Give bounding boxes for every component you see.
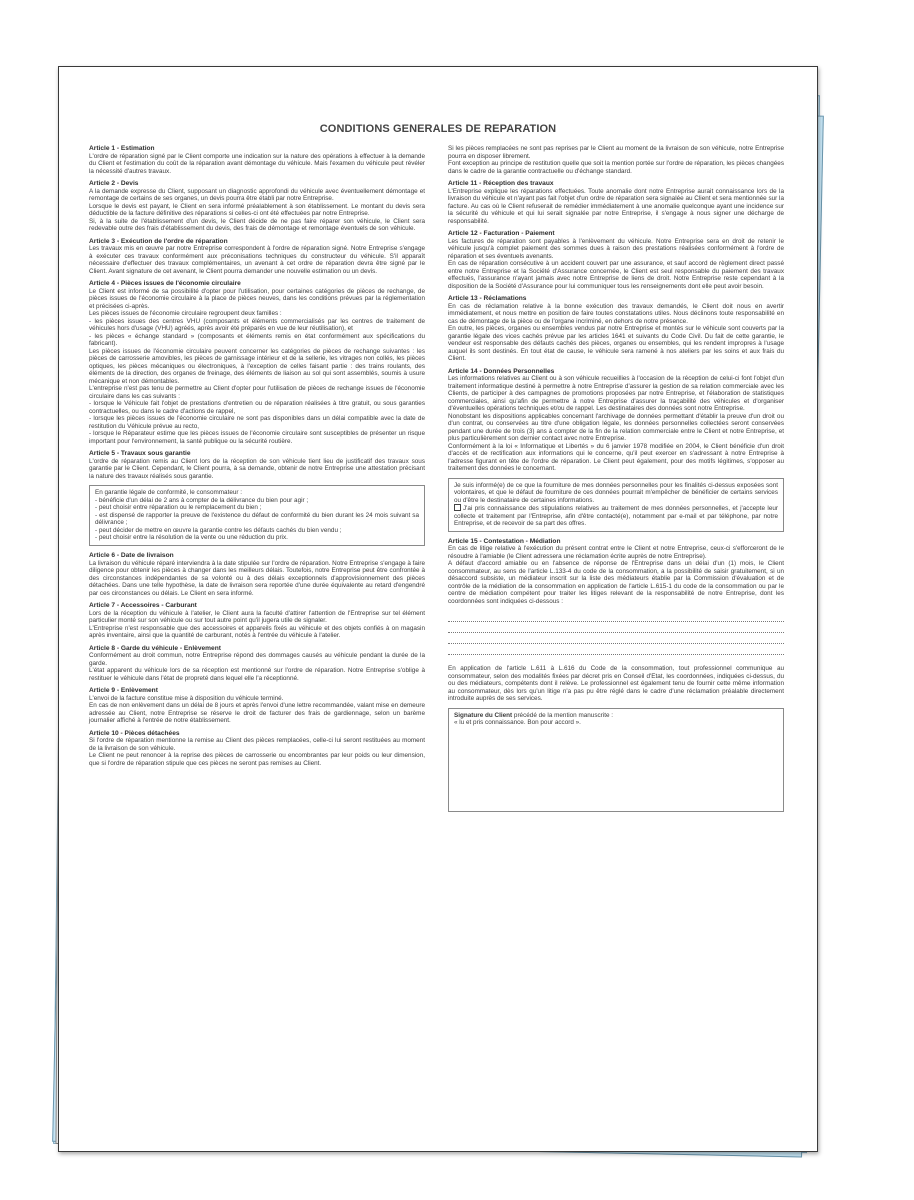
article-paragraph: L'Entreprise explique les réparations effectuées. Toute anomalie dont notre Entreprise aurait connaissance lors de la livraison du véhicule et n'ayant pas fait l'objet d'un ordre de réparation sera signalée au Client et sera mentionnée sur la facture. Au cas où le Client refuserait de remédier immédiatement à une anomalie quelconque ayant une incidence sur la sécurité du véhicule et qui lui serait signalée par notre Entreprise, il s'engage à nous signer une décharge de responsabilité. (448, 187, 784, 225)
article (448, 368, 784, 473)
article-heading: Article 13 - Réclamations (448, 295, 527, 303)
article-heading: Article 14 - Données Personnelles (448, 367, 555, 375)
article-paragraph: La livraison du véhicule réparé interviendra à la date stipulée sur l'ordre de réparation. Notre Entreprise s'engage à faire diligence pour obtenir les pièces à changer dans les meilleurs délais. Toutefois, notre Entreprise peut être confrontée à des circonstances indépendantes de sa volonté ou à des délais exceptionnels d'approvisionnement des pièces détachées. Dans une telle hypothèse, la date de livraison sera reportée d'une durée équivalente au retard d'engendré par ces circonstances ou délais. Le Client en sera informé. (89, 559, 426, 597)
left-column (89, 145, 425, 772)
article-paragraph: L'état apparent du véhicule lors de sa réception est mentionné sur l'ordre de réparation. Notre Entreprise s'oblige à restituer le véhicule dans l'état de propreté dans lequel elle l'a réceptionné. (89, 667, 425, 682)
consent-checkbox[interactable] (454, 504, 461, 511)
article (89, 687, 425, 725)
article (89, 602, 425, 640)
guarantee-line: - bénéficie d'un délai de 2 ans à compter de la délivrance du bien pour agir ; (95, 496, 309, 504)
signature-mention: « lu et pris connaissance. Bon pour accord ». (454, 719, 581, 727)
mediation-note (448, 665, 784, 703)
article (448, 180, 784, 225)
article-paragraph: A la demande expresse du Client, supposant un diagnostic approfondi du véhicule avec éventuellement démontage et remontage de certains de ses organes, un devis pourra être établi par notre Entreprise. (89, 187, 425, 203)
article-paragraph: - les pièces « échange standard » (composants et éléments remis en état conformément aux spécifications du fabricant). (89, 332, 425, 348)
article-heading: Article 1 - Estimation (89, 145, 155, 152)
article (89, 145, 425, 175)
signature-box[interactable] (448, 708, 784, 812)
article-paragraph: L'envoi de la facture constitue mise à disposition du véhicule terminé. (89, 694, 284, 702)
article-paragraph: Nonobstant les dispositions applicables concernant l'archivage de données permettant d'établir la preuve d'un droit ou d'un contrat, ou conservées au titre d'une obligation légale, les données personnelles collectées seront conservées pendant une durée de trois (3) ans à compter de la fin de la relation commerciale entre le Client et notre Entreprise, et plus particulièrement son dernier contact avec notre Entreprise. (448, 412, 784, 443)
article-heading: Article 2 - Devis (89, 180, 139, 188)
article-heading: Article 11 - Réception des travaux (448, 180, 554, 187)
article-heading: Article 3 - Exécution de l'ordre de réparation (89, 237, 228, 245)
article-15 (448, 538, 784, 606)
guarantee-line: - est dispensé de rapporter la preuve de l'existence du défaut de conformité du bien durant les 24 mois suivant sa délivrance ; (95, 511, 419, 527)
article-paragraph: Les informations relatives au Client ou à son véhicule recueillies à l'occasion de la réception de celui-ci font l'objet d'un traitement informatique destiné à permettre à notre Entreprise d'assurer la gestion de sa relation commerciale avec les Clients, de participer à des campagnes de promotions proposées par notre Entreprise, et l'élaboration de statistiques commerciales, ainsi qu'afin de permettre à notre Entreprise d'assurer la traçabilité des véhicules et d'organiser d'éventuelles opérations techniques et/ou de rappel. Les destinataires des données sont notre Entreprise. (448, 375, 784, 413)
article-heading: Article 10 - Pièces détachées (89, 729, 180, 737)
article-heading: Article 5 - Travaux sous garantie (89, 450, 191, 458)
signature-label (454, 712, 778, 720)
article (448, 230, 784, 290)
mediation-note-text: En application de l'article L.611 à L.616 du Code de la consommation, tout professionnel communique au consommateur, selon des modalités fixées par décret pris en Conseil d'Etat, les coordonnées, indiquées ci-dessus, du ou des médiateurs, compétents dont il relève. Le professionnel est également tenu de fournir cette même information au consommateur, dès lors qu'un litige n'a pas pu être réglé dans le cadre d'une réclamation préalable directement introduite auprès de ses services. (448, 665, 784, 703)
article-paragraph: Lors de la réception du véhicule à l'atelier, le Client aura la faculté d'attirer l'attention de l'Entreprise sur tel élément particulier monté sur son véhicule ou sur tout autre point qu'il jugera utile de signaler. (89, 609, 425, 625)
guarantee-line: En garantie légale de conformité, le consommateur : (95, 489, 243, 497)
guarantee-line: - peut choisir entre réparation ou le remplacement du bien ; (95, 504, 262, 512)
article-paragraph: Conformément à la loi « Informatique et Libertés » du 6 janvier 1978 modifiée en 2004, le Client bénéficie d'un droit d'accès et de rectification aux informations qui le concerne, qu'il peut exercer en s'adressant à notre Entreprise à l'adresse figurant en tête de l'ordre de réparation. Le Client peut également, pour des motifs légitimes, s'opposer au traitement des données le concernant. (448, 442, 784, 473)
article (89, 450, 425, 480)
article-heading: Article 7 - Accessoires - Carburant (89, 602, 197, 610)
article-paragraph: L'entreprise n'est pas tenu de permettre au Client d'opter pour l'utilisation de pièces de rechange issues de l'économie circulaire dans les cas suivants : (89, 385, 425, 400)
article-paragraph: - lorsque le Réparateur estime que les pièces issues de l'économie circulaire sont susceptibles de présenter un risque important pour l'environnement, la santé publique ou la sécurité routière. (89, 430, 425, 445)
signature-title: Signature du Client (454, 711, 513, 719)
article-paragraph: Le Client est informé de sa possibilité d'opter pour l'utilisation, pour certaines catégories de pièces de rechange, de pièces issues de l'économie circulaire à la place de pièces neuves, dans les conditions prévues par la réglementation et précisées ci-après. (89, 287, 425, 310)
article-paragraph: Lorsque le devis est payant, le Client en sera informé préalablement à son établissement. Le montant du devis sera déductible de la facture définitive des réparations si celles-ci ont été effectuées par notre Entreprise. (89, 202, 425, 218)
article-heading: Article 9 - Enlèvement (89, 687, 158, 695)
article-heading: Article 6 - Date de livraison (89, 551, 174, 559)
consent-checkbox-line (454, 504, 778, 528)
mediator-line[interactable] (448, 611, 784, 622)
article (89, 645, 425, 683)
mediator-line[interactable] (448, 633, 784, 644)
article-paragraph: - les pièces issues des centres VHU (composants et éléments commercialisés par les centres de traitement de véhicules hors d'usage (VHU) agréés, après avoir été préparés en vue de leur réutilisation), et (89, 317, 425, 333)
article-paragraph: Les pièces issues de l'économie circulaire peuvent concerner les catégories de pièces de rechange suivantes : les pièces de carrosserie amovibles, les pièces de garnissage intérieur et de la sellerie, les vitrages non collés, les pièces optiques, les pièces mécaniques ou électroniques, à l'exception de celles faisant partie : des trains roulants, des éléments de la direction, des organes de freinage, des éléments de liaison au sol qui sont assemblés, soumis à usure mécanique et non démontables. (89, 347, 425, 385)
document-sheet (58, 66, 818, 1152)
article-heading: Article 8 - Garde du véhicule - Enlèvement (89, 644, 221, 652)
article (89, 280, 425, 445)
document-title: CONDITIONS GENERALES DE REPARATION (319, 123, 557, 135)
article-paragraph: L'Entreprise n'est responsable que des accessoires et appareils fixés au véhicule et des objets confiés à on magasin après inventaire, ainsi que la quantité de carburant, notés à l'entrée du véhicule à l'atelier. (89, 624, 425, 640)
consent-box (448, 478, 784, 532)
mediator-contact-lines (448, 611, 784, 655)
article-paragraph: - lorsque les pièces issues de l'économie circulaire ne sont pas disponibles dans un délai compatible avec la date de restitution du Véhicule prévue au recto, (89, 415, 425, 430)
article-heading: Article 4 - Pièces issues de l'économie circulaire (89, 280, 241, 288)
signature-title-suffix: précédé de la mention manuscrite : (512, 711, 614, 719)
right-column (448, 145, 784, 812)
article-paragraph: En cas de réparation consécutive à un accident couvert par une assurance, et sauf accord de règlement direct passé entre notre Entreprise et la Société d'Assurance concernée, le Client est seul responsable du paiement des travaux effectués, l'assurance n'ayant jamais avec notre Entreprise de liens de droit. Notre Entreprise reste cependant à la disposition de la Société d'Assurance pour lui communiquer tous les renseignements dont elle peut avoir besoin. (448, 260, 784, 290)
article-paragraph: En outre, les pièces, organes ou ensembles vendus par notre Entreprise et montés sur le véhicule sont couverts par la garantie légale des vices cachés prévue par les articles 1641 et suivants du Code Civil. Du fait de cette garantie, le vendeur est responsable des défauts cachés des pièces, organes ou ensembles, qui les rendent impropres à l'usage auquel ils sont destinés. En tout état de cause, le véhicule sera ramené à nos ateliers par les soins et aux frais du Client. (448, 325, 784, 363)
legal-guarantee-box (89, 485, 425, 546)
article (448, 295, 784, 363)
article-heading: Article 12 - Facturation - Paiement (448, 230, 555, 238)
article-paragraph: Si, à la suite de l'établissement d'un devis, le Client décide de ne pas faire réparer son véhicule, le Client sera redevable outre des frais d'établissement du devis, des frais de démontage et remontage éventuels de son véhicule. (89, 217, 425, 233)
article-paragraph: L'ordre de réparation signé par le Client comporte une indication sur la nature des opérations à effectuer à la demande du Client et l'estimation du coût de la réparation avant démontage du véhicule. Mais l'examen du véhicule peut révéler la nécessité d'autres travaux. (89, 152, 425, 175)
article (89, 238, 425, 276)
right-intro-text: Si les pièces remplacées ne sont pas reprises par le Client au moment de la livraison de son véhicule, notre Entreprise pourra en disposer librement. Font exception au principe de restitution quelle que soit la mention portée sur l'ordre de réparation, les pièces changées dans le cadre de la garantie contractuelle ou d'échange standard. (448, 145, 784, 175)
article-paragraph: - lorsque le Véhicule fait l'objet de prestations d'entretien ou de réparation réalisées à titre gratuit, ou sous garanties contractuelles, ou dans le cadre d'actions de rappel, (89, 400, 425, 415)
article (89, 730, 425, 768)
article-paragraph: Les travaux mis en œuvre par notre Entreprise correspondent à l'ordre de réparation signé. Notre Entreprise s'engage à exécuter ces travaux conformément aux préconisations techniques du constructeur du véhicule. S'il apparaît nécessaire d'effectuer des travaux complémentaires, un avenant à cet ordre de réparation devra être signé par le Client. Avant signature de cet avenant, le Client pourra demander une nouvelle estimation ou un devis. (89, 245, 425, 275)
article-paragraph: A défaut d'accord amiable ou en l'absence de réponse de l'Entreprise dans un délai d'un (1) mois, le Client consommateur, au sens de l'article L.133-4 du code de la consommation, a la possibilité de saisir gratuitement, si un désaccord subsiste, un médiateur inscrit sur la liste des médiateurs établie par la Commission d'évaluation et de contrôle de la médiation de la consommation en application de l'article L.615-1 du code de la consommation ou par le centre de médiation compétent pour traiter les litiges relevant de la responsabilité de notre Entreprise, dont les coordonnées sont indiquées ci-dessous : (448, 560, 784, 605)
consent-checkbox-text: J'ai pris connaissance des stipulations relatives au traitement de mes données personnelles, et j'accepte leur collecte et traitement par l'Entreprise, afin d'être contacté(e), notamment par e-mail et par téléphone, par notre Entreprise, et de recevoir de sa part des offres. (454, 505, 778, 528)
article-heading: Article 15 - Contestation - Médiation (448, 537, 561, 545)
article-paragraph: Conformément au droit commun, notre Entreprise répond des dommages causés au véhicule pendant la durée de la garde. (89, 652, 425, 667)
article-paragraph: Les pièces issues de l'économie circulaire regroupent deux familles : (89, 310, 282, 318)
article-paragraph: Les factures de réparation sont payables à l'enlèvement du véhicule. Notre Entreprise sera en droit de retenir le véhicule jusqu'à complet paiement des sommes dues à raison des prestations réalisées conformément à l'ordre de réparation et ses éventuels avenants. (448, 237, 784, 260)
mediator-line[interactable] (448, 644, 784, 655)
right-intro (448, 145, 784, 175)
article-paragraph: En cas de litige relative à l'exécution du présent contrat entre le Client et notre Entreprise, ceux-ci s'efforceront de le résoudre à l'amiable (le Client adressera une réclamation écrite auprès de notre Entreprise). (448, 545, 784, 560)
left-articles (89, 145, 425, 480)
left-articles-continued (89, 552, 425, 767)
article-paragraph: Si l'ordre de réparation mentionne la remise au Client des pièces remplacées, celle-ci lui seront restituées au moment de la livraison de son véhicule. (89, 737, 425, 752)
article (89, 552, 425, 597)
guarantee-line: - peut décider de mettre en œuvre la garantie contre les défauts cachés du bien vendu ; (95, 526, 342, 534)
guarantee-line: - peut choisir entre la résolution de la vente ou une réduction du prix. (95, 534, 288, 542)
article-paragraph: Le Client ne peut renoncer à la reprise des pièces de carrosserie ou encombrantes par leur poids ou leur dimension, que si l'ordre de réparation stipule que ces pièces ne seront pas remises au Client. (89, 752, 425, 767)
right-articles (448, 180, 784, 473)
article-paragraph: En cas de réclamation relative à la bonne exécution des travaux demandés, le Client doit nous en avertir immédiatement, et nous mettre en position de faire toutes constatations utiles. Nous déclinons toute responsabilité en cas de démontage de la pièce ou de l'organe incriminé, en dehors de notre présence. (448, 302, 784, 325)
mediator-line[interactable] (448, 622, 784, 633)
article-paragraph: L'ordre de réparation remis au Client lors de la réception de son véhicule tient lieu de justificatif des travaux sous garantie par le Client. Cependant, le Client pourra, à sa demande, obtenir de notre Entreprise une attestation précisant la nature des travaux réalisés sous garantie. (89, 457, 425, 480)
article (89, 180, 425, 233)
consent-text: Je suis informé(e) de ce que la fourniture de mes données personnelles pour les finalités ci-dessus exposées sont volontaires, et que le défaut de fourniture de ces données pourrait m'empêcher de bénéficier de certains services ou d'être le destinataire de certaines informations. (454, 481, 778, 504)
article-paragraph: En cas de non enlèvement dans un délai de 8 jours et après l'envoi d'une lettre recommandée, valant mise en demeure adressée au Client, notre Entreprise se réserve le droit de facturer des frais de gardiennage, selon un barème journalier affiché à l'entrée de notre établissement. (89, 702, 425, 725)
